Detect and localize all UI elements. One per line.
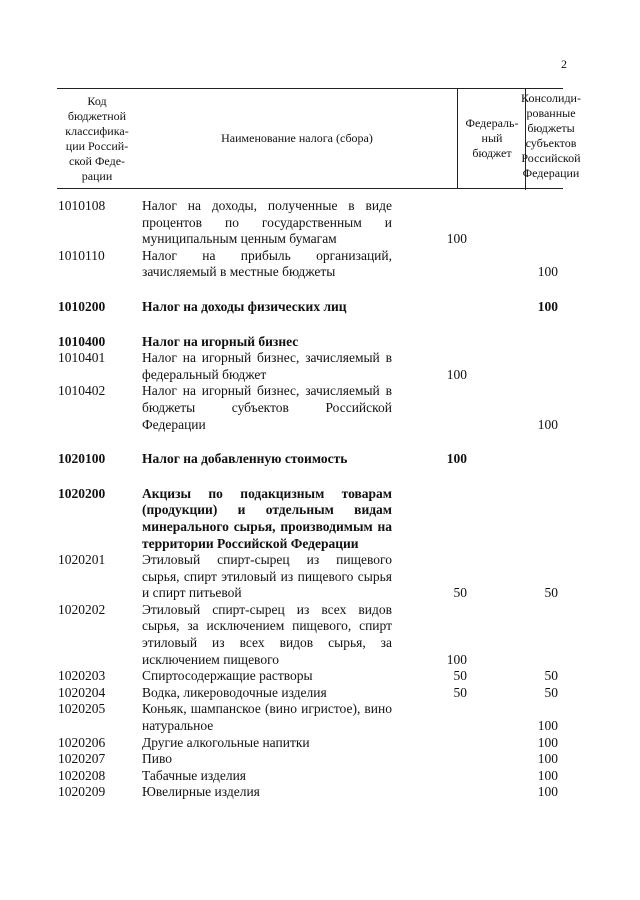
- row-federal: 50: [453, 684, 467, 700]
- row-name: Пиво: [142, 751, 173, 767]
- row-name: Налог на прибыль организаций, зачисляемый в местные бюджеты: [142, 247, 392, 280]
- table-body: [58, 198, 562, 801]
- row-consolidated: 100: [537, 264, 558, 280]
- row-name: Налог на игорный бизнес, зачисляемый в федеральный бюджет: [142, 350, 392, 382]
- row-consolidated: 100: [537, 718, 558, 734]
- row-code: 1010402: [58, 383, 106, 399]
- header-consolidated: [521, 89, 581, 190]
- row-spacer: [58, 468, 562, 486]
- table-row: [58, 751, 562, 768]
- row-name: Налог на доходы физических лиц: [142, 298, 347, 314]
- row-spacer: [58, 281, 562, 299]
- table-row: [58, 486, 562, 552]
- row-code: 1020208: [58, 767, 106, 783]
- row-federal: 100: [446, 651, 467, 667]
- row-code: 1020200: [58, 485, 106, 501]
- table-row: [58, 685, 562, 702]
- row-name: Водка, ликероводочные изделия: [142, 684, 327, 700]
- row-code: 1010400: [58, 333, 106, 349]
- header-federal-line: ный: [481, 131, 503, 145]
- row-name: Налог на игорный бизнес, зачисляемый в бюджеты субъектов Российской Федерации: [142, 383, 392, 432]
- row-consolidated: 100: [537, 298, 558, 314]
- row-consolidated: 100: [537, 767, 558, 783]
- header-code-line: ции Россий-: [65, 138, 129, 153]
- header-code-line: рации: [81, 168, 113, 183]
- row-federal: 50: [453, 585, 467, 601]
- row-federal: 100: [446, 366, 467, 382]
- row-consolidated: 100: [537, 751, 558, 767]
- row-name: Акцизы по подакцизным товарам (продукции) и отдельным видам минерального сырья, производимым на территории Российской Федерации: [142, 485, 392, 551]
- header-consolidated-line: субъектов: [525, 136, 577, 150]
- row-code: 1020201: [58, 552, 106, 568]
- row-name: Этиловый спирт-сырец из всех видов сырья, за исключением пищевого, спирт этиловый из всех видов сырья, за исключением пищевого: [142, 601, 392, 667]
- header-code-line: бюджетной: [67, 108, 127, 123]
- header-name: Наименование налога (сбора): [221, 131, 373, 145]
- table-row: [58, 784, 562, 801]
- row-spacer: [58, 433, 562, 451]
- table-row: [58, 248, 562, 281]
- header-code: [57, 89, 137, 188]
- row-consolidated: 100: [537, 734, 558, 750]
- table-row: [58, 735, 562, 752]
- row-name: Табачные изделия: [142, 767, 247, 783]
- row-code: 1020203: [58, 668, 106, 684]
- header-consolidated-line: Российской: [521, 151, 581, 165]
- row-code: 1020209: [58, 784, 106, 800]
- row-name: Налог на добавленную стоимость: [142, 451, 348, 467]
- row-consolidated: 100: [537, 784, 558, 800]
- header-code-line: ской Феде-: [68, 153, 126, 168]
- header-federal-line: Федераль-: [465, 116, 519, 130]
- header-consolidated-line: бюджеты: [527, 121, 575, 135]
- table-row: [58, 451, 562, 468]
- row-federal: 50: [453, 668, 467, 684]
- header-federal-line: бюджет: [472, 146, 512, 160]
- row-code: 1020206: [58, 734, 106, 750]
- row-code: 1020205: [58, 701, 106, 717]
- header-code-line: Код: [87, 93, 107, 108]
- row-name: Ювелирные изделия: [142, 784, 260, 800]
- table-row: [58, 701, 562, 734]
- header-consolidated-line: Федерации: [522, 166, 580, 180]
- row-consolidated: 100: [537, 416, 558, 432]
- row-consolidated: 50: [544, 585, 558, 601]
- table-row: [58, 602, 562, 668]
- row-code: 1010200: [58, 298, 106, 314]
- row-name: Коньяк, шампанское (вино игристое), вино натуральное: [142, 701, 392, 734]
- row-code: 1020207: [58, 751, 106, 767]
- row-federal: 100: [446, 231, 467, 247]
- table-row: [58, 299, 562, 316]
- table-header: [57, 88, 581, 189]
- row-name: Налог на игорный бизнес: [142, 333, 299, 349]
- row-name: Другие алкогольные напитки: [142, 734, 310, 750]
- table-row: [58, 383, 562, 433]
- row-code: 1010110: [58, 247, 105, 263]
- row-code: 1010401: [58, 350, 106, 366]
- page-number: 2: [561, 57, 567, 71]
- table-row: [58, 552, 562, 602]
- table-row: [58, 334, 562, 351]
- table-row: [58, 198, 562, 248]
- table-row: [58, 350, 562, 383]
- row-name: Спиртосодержащие растворы: [142, 668, 313, 684]
- table-row: [58, 768, 562, 785]
- row-code: 1020100: [58, 451, 106, 467]
- row-name: Налог на доходы, полученные в виде процентов по государственным и муниципальным ценным бумагам: [142, 198, 392, 247]
- row-code: 1020204: [58, 684, 106, 700]
- header-code-line: классифика-: [65, 123, 129, 138]
- row-consolidated: 50: [544, 684, 558, 700]
- row-federal: 100: [446, 451, 467, 467]
- table-row: [58, 668, 562, 685]
- header-consolidated-line: рованные: [526, 106, 576, 120]
- row-code: 1010108: [58, 198, 106, 213]
- row-consolidated: 50: [544, 668, 558, 684]
- row-name: Этиловый спирт-сырец из пищевого сырья, спирт этиловый из пищевого сырья и спирт питьевой: [142, 552, 392, 601]
- row-code: 1020202: [58, 601, 106, 617]
- row-spacer: [58, 316, 562, 334]
- header-consolidated-line: Консолиди-: [521, 91, 581, 105]
